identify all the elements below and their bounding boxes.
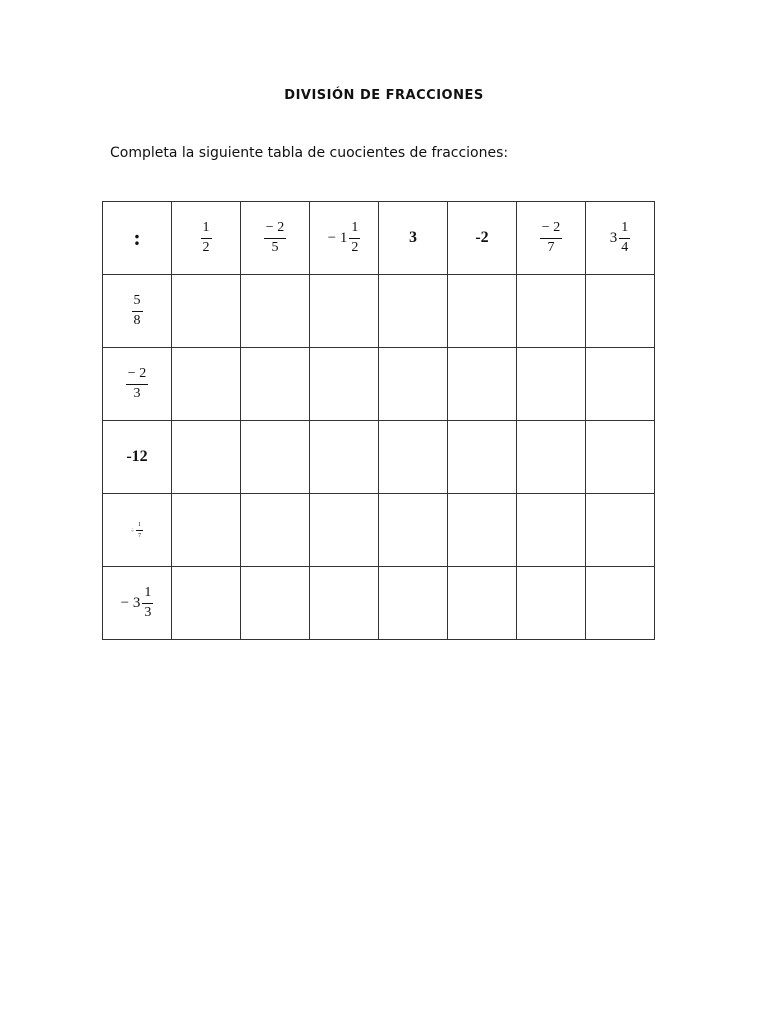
fraction <box>126 367 148 401</box>
answer-cell[interactable] <box>517 421 586 494</box>
col-header-4 <box>379 202 448 275</box>
denominator: 8 <box>133 312 141 328</box>
integer-value: -2 <box>475 229 489 246</box>
numerator: − 2 <box>541 219 561 235</box>
denominator: 3 <box>133 385 141 401</box>
fraction-bar <box>619 238 630 239</box>
col-header-5 <box>448 202 517 275</box>
answer-cell[interactable] <box>172 494 241 567</box>
fraction-bar <box>264 238 286 239</box>
answer-cell[interactable] <box>310 421 379 494</box>
answer-cell[interactable] <box>379 567 448 640</box>
table-row <box>103 494 655 567</box>
table-row <box>103 348 655 421</box>
answer-cell[interactable] <box>586 494 655 567</box>
row-header-1 <box>103 275 172 348</box>
answer-cell[interactable] <box>379 494 448 567</box>
numerator: − 2 <box>127 365 147 381</box>
row-header-3 <box>103 421 172 494</box>
answer-cell[interactable] <box>241 421 310 494</box>
fraction-bar <box>126 384 148 385</box>
denominator: 3 <box>144 604 152 620</box>
answer-cell[interactable] <box>517 348 586 421</box>
answer-cell[interactable] <box>448 421 517 494</box>
fraction <box>619 221 630 255</box>
answer-cell[interactable] <box>586 275 655 348</box>
denominator: 7 <box>547 239 555 255</box>
header-row <box>103 202 655 275</box>
fraction <box>132 294 143 328</box>
answer-cell[interactable] <box>379 348 448 421</box>
answer-cell[interactable] <box>241 567 310 640</box>
answer-cell[interactable] <box>241 348 310 421</box>
answer-cell[interactable] <box>310 275 379 348</box>
division-sign: ÷ <box>130 527 135 534</box>
answer-cell[interactable] <box>310 567 379 640</box>
col-header-6 <box>517 202 586 275</box>
fraction <box>136 522 143 540</box>
fraction-bar <box>136 530 143 531</box>
answer-cell[interactable] <box>448 275 517 348</box>
table-row <box>103 421 655 494</box>
integer-value: 3 <box>409 229 417 246</box>
denominator: 2 <box>351 239 359 255</box>
numerator: 1 <box>621 219 629 235</box>
answer-cell[interactable] <box>448 567 517 640</box>
division-symbol: : <box>133 225 141 250</box>
answer-cell[interactable] <box>517 567 586 640</box>
whole-part: 3 <box>609 229 618 246</box>
col-header-7 <box>586 202 655 275</box>
fraction <box>264 221 286 255</box>
numerator: 1 <box>144 584 152 600</box>
answer-cell[interactable] <box>379 275 448 348</box>
fraction <box>349 221 360 255</box>
table-row <box>103 275 655 348</box>
fraction <box>201 221 212 255</box>
whole-part: − 3 <box>120 594 141 611</box>
division-table <box>102 201 655 640</box>
numerator: 1 <box>202 219 210 235</box>
denominator: 5 <box>271 239 279 255</box>
col-header-2 <box>241 202 310 275</box>
tiny-expression <box>130 522 143 540</box>
row-header-2 <box>103 348 172 421</box>
row-header-4 <box>103 494 172 567</box>
denominator: 2 <box>202 239 210 255</box>
col-header-3 <box>310 202 379 275</box>
fraction-bar <box>132 311 143 312</box>
answer-cell[interactable] <box>586 567 655 640</box>
answer-cell[interactable] <box>517 275 586 348</box>
answer-cell[interactable] <box>586 421 655 494</box>
answer-cell[interactable] <box>241 494 310 567</box>
col-header-1 <box>172 202 241 275</box>
numerator: 1 <box>351 219 359 235</box>
answer-cell[interactable] <box>172 348 241 421</box>
instruction-text: Completa la siguiente tabla de cuocientes de fracciones: <box>110 145 509 161</box>
table-row <box>103 567 655 640</box>
page-title: DIVISIÓN DE FRACCIONES <box>284 88 484 103</box>
fraction-bar <box>540 238 562 239</box>
fraction-bar <box>349 238 360 239</box>
answer-cell[interactable] <box>172 567 241 640</box>
denominator: 4 <box>621 239 629 255</box>
answer-cell[interactable] <box>379 421 448 494</box>
denominator: 7 <box>138 533 142 540</box>
answer-cell[interactable] <box>448 348 517 421</box>
fraction <box>540 221 562 255</box>
answer-cell[interactable] <box>241 275 310 348</box>
answer-cell[interactable] <box>172 421 241 494</box>
answer-cell[interactable] <box>310 494 379 567</box>
numerator: − 2 <box>265 219 285 235</box>
fraction-bar <box>142 603 153 604</box>
answer-cell[interactable] <box>586 348 655 421</box>
answer-cell[interactable] <box>448 494 517 567</box>
fraction-bar <box>201 238 212 239</box>
fraction <box>142 586 153 620</box>
answer-cell[interactable] <box>310 348 379 421</box>
corner-cell <box>103 202 172 275</box>
answer-cell[interactable] <box>517 494 586 567</box>
integer-value: -12 <box>126 448 148 465</box>
row-header-5 <box>103 567 172 640</box>
answer-cell[interactable] <box>172 275 241 348</box>
numerator: 5 <box>133 292 141 308</box>
whole-part: − 1 <box>327 229 348 246</box>
numerator: 1 <box>138 522 142 529</box>
